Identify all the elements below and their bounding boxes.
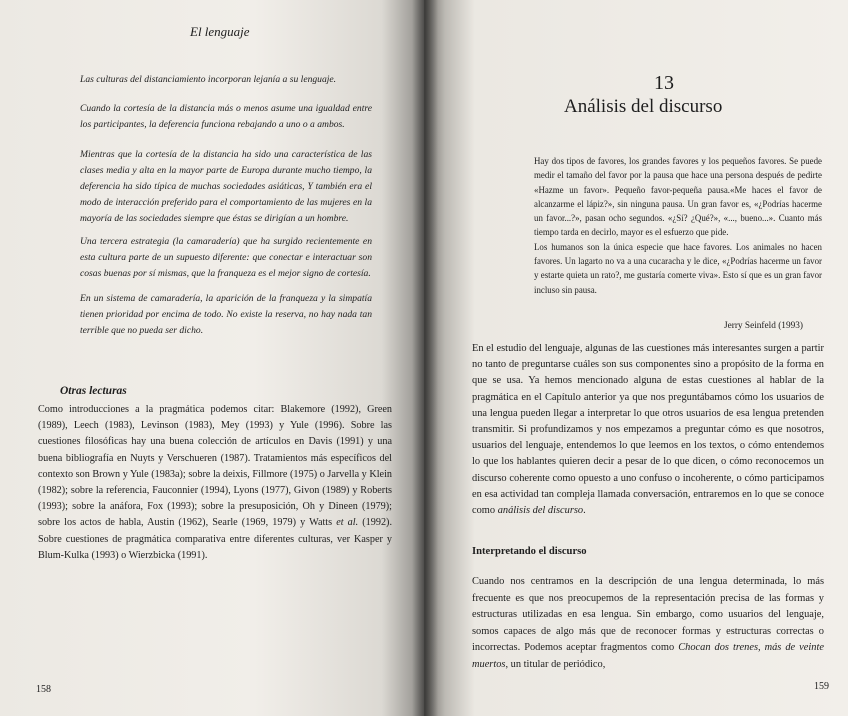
- discourse-em: Chocan dos trenes, más de veinte muertos: [472, 642, 824, 670]
- discourse-paragraph: [472, 574, 824, 674]
- page-number-right: 159: [814, 681, 829, 692]
- subheading-interpretando: Interpretando el discurso: [472, 546, 587, 557]
- further-reading-text-a: Como introducciones a la pragmática podemos citar: Blakemore (1992), Green (1989), Leech (1983), Levinson (1983), Mey (1993) y Yule (1996). Sobre las cuestiones filosóficas hay una buena colección de artículos en Davis (1991) y una buena bibliografía en Nuyts y Verschueren (1987). Tratamientos más específicos del contexto son Brown y Yule (1983a); sobre la deixis, Fillmore (1975) o Jarvella y Klein (1982); sobre la referencia, Fauconnier (1994), Lyons (1977), Givon (1989) y Roberts (1993); sobre la anáfora, Fox (1993); sobre la presuposición, Oh y Dineen (1979); sobre los actos de habla, Austin (1962), Searle (1969, 1979) y Watts: [38, 404, 392, 529]
- quote-5: En un sistema de camaradería, la aparición de la franqueza y la simpatía tienen prioridad por encima de todo. No existe la reserva, no hay nada tan terrible que no pueda ser dicho.: [80, 293, 372, 336]
- chapter-title: Análisis del discurso: [564, 96, 723, 117]
- epigraph-author: Jerry Seinfeld (1993): [724, 321, 804, 331]
- epigraph-paragraph-1: Hay dos tipos de favores, los grandes favores y los pequeños favores. Se puede medir el tamaño del favor por la pausa que hace una persona después de pedirte «Hazme un favor». Pequeño favor-pequeña pausa.«Me haces el favor de alcanzarme el lápiz?», sin ninguna pausa. Un gran favor es, «¿Podrías hacerme un favor...?», pasan ocho segundos. «¿Sí? ¿Qué?», «..., bueno...». Cuanto más tiempo tarda en decirlo, mayor es el esfuerzo que pide.: [534, 156, 822, 238]
- quote-1: Las culturas del distanciamiento incorporan lejanía a su lenguaje.: [80, 74, 337, 85]
- right-page: [424, 0, 848, 716]
- epigraph-paragraph-2: Los humanos son la única especie que hace favores. Los animales no hacen favores. Un lagarto no va a una cucaracha y le dice, «¿Podrías hacerme un favor y estarte quieta un rato?, me gustaría comerte viva». Esto sí que es un gran favor incluso sin pausa.: [534, 241, 822, 295]
- intro-text-b: .: [583, 505, 586, 517]
- further-reading-em: et al.: [336, 517, 359, 529]
- book-gutter-shadow: [412, 0, 438, 716]
- chapter-number: 13: [654, 72, 674, 94]
- discourse-text-a: Cuando nos centramos en la descripción de una lengua determinada, lo más frecuente es que nos preocupemos de la representación precisa de las formas y estructuras utilizadas en esa lengua. Sin embargo, como usuarios del lenguaje, somos capaces de algo más que de reconocer formas y estructuras correctas o incorrectas. Podemos aceptar fragmentos como: [472, 576, 824, 654]
- epigraph: [534, 154, 822, 297]
- section-heading-otras-lecturas: Otras lecturas: [60, 385, 127, 397]
- intro-text-a: En el estudio del lenguaje, algunas de las cuestiones más interesantes surgen a partir no tanto de preguntarse cuáles son sus componentes sino a propósito de la forma en que se usa. Ya hemos mencionado alguna de estas cuestiones al hablar de la pragmática en el Capítulo anterior ya que nos preguntábamos cómo los usuarios de una lengua pueden llegar a interpretar lo que otros usuarios de esa lengua pretenden transmitir. Si profundizamos y nos empezamos a preguntar cómo es que nosotros, usuarios del lenguaje, entendemos lo que leemos en los textos, o cómo entendemos lo que los hablantes quieren decir a pesar de lo que dicen, o cómo reconocemos un discurso coherente como opuesto a uno confuso o incoherente, o cómo participamos en esa actividad tan compleja llamada conversación, entraremos en lo que se conoce como: [472, 343, 824, 517]
- discourse-text-b: , un titular de periódico,: [505, 658, 606, 670]
- quote-2: Cuando la cortesía de la distancia más o menos asume una igualdad entre los participantes, la deferencia funciona rebajando a uno o a ambos.: [80, 103, 372, 130]
- page-number-left: 158: [36, 684, 51, 695]
- intro-paragraph: [472, 341, 824, 519]
- running-head: El lenguaje: [190, 24, 250, 39]
- quote-3: Mientras que la cortesía de la distancia ha sido una característica de las clases media y alta en la mayor parte de Europa durante mucho tiempo, la deferencia ha sido típica de muchas sociedades asiáticas, Y también era el modo de interacción preferido para el comportamiento de las mujeres en la mayoría de las sociedades siempre que éstas se dirigían a un hombre.: [80, 149, 372, 224]
- further-reading-text-b: (1992). Sobre cuestiones de pragmática comparativa entre diferentes culturas, ver Kasper y Blum-Kulka (1993) o Wierzbicka (1991).: [38, 517, 392, 561]
- quote-4: Una tercera estrategia (la camaradería) que ha surgido recientemente en esta cultura parte de un supuesto diferente: que conectar e interactuar son cosas buenas por sí mismas, que la franqueza es el mejor signo de cortesía.: [80, 236, 372, 279]
- intro-em: análisis del discurso: [497, 505, 584, 517]
- further-reading-paragraph: [38, 402, 392, 564]
